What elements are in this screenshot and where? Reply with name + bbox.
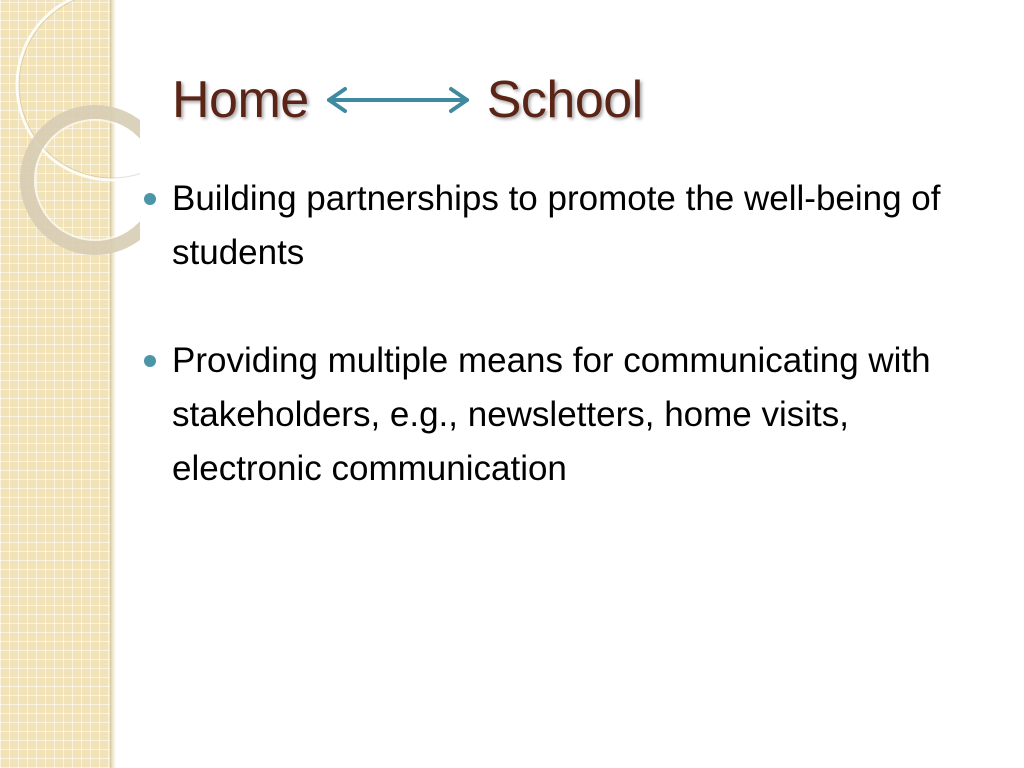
bullet-list	[144, 172, 1004, 550]
bullet-text: Building partnerships to promote the well-being of students	[172, 179, 941, 272]
decorative-circles	[0, 0, 140, 260]
bullet-item	[144, 334, 1004, 496]
title-school: School	[486, 71, 643, 129]
bullet-dot-icon	[144, 193, 156, 205]
bullet-item	[144, 172, 1004, 280]
slide-title	[172, 60, 643, 140]
title-home: Home	[172, 71, 309, 129]
double-arrow-icon	[323, 85, 473, 115]
bullet-dot-icon	[144, 355, 156, 367]
bullet-text: Providing multiple means for communicating with stakeholders, e.g., newsletters, home visits, electronic communication	[172, 341, 931, 488]
